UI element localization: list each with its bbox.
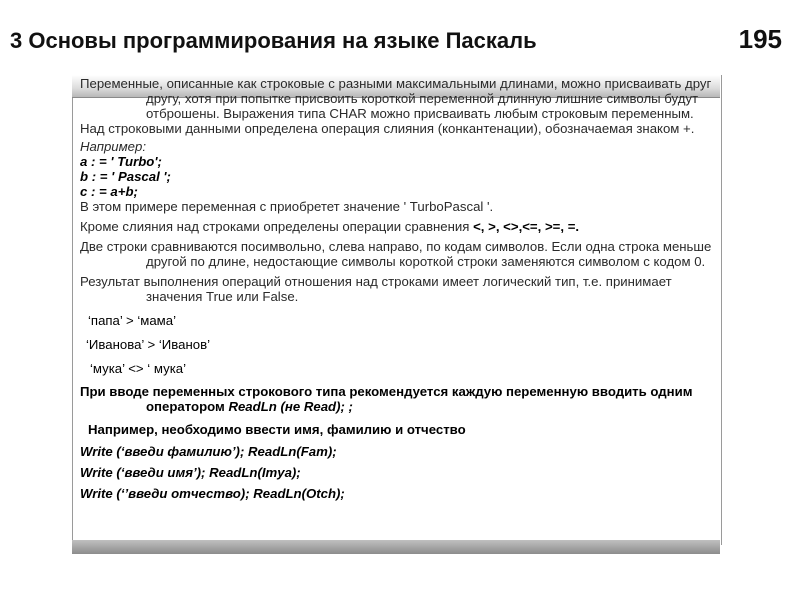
panel-bottom-bar [72,540,720,554]
compare-ops-text: Кроме слияния над строками определены операции сравнения [80,219,474,234]
paragraph-string-assign: Переменные, описанные как строковые с разными максимальными длинами, можно присваивать друг другу, хотя при попытке присвоить короткой переменной длинную лишние символы будут отброшены. Выражения типа CHAR можно присваивать любым строковым переменным. [80,76,712,121]
paragraph-compare-rules: Две строки сравниваются посимвольно, слева направо, по кодам символов. Если одна строка меньше другой по длине, недостающие символы короткой строки заменяются символом с кодом 0. [80,239,712,269]
code-line-b: b : = ' Pascal '; [80,169,171,184]
paragraph-input-example: Например, необходимо ввести имя, фамилию и отчество [88,422,466,437]
compare-example-2: ‘Иванова’ > ‘Иванов’ [86,337,211,352]
code-line-c: c : = a+b; [80,184,138,199]
paragraph-compare-ops [80,219,716,234]
paragraph-input-advice [80,384,716,414]
code-line-a: a : = ' Turbo'; [80,154,162,169]
paragraph-concat: Над строковыми данными определена операция слияния (конкантенации), обозначаемая знаком +. [80,121,695,136]
compare-ops-list: <, >, <>,<=, >=, =. [473,219,580,234]
slide-title: 3 Основы программирования на языке Паскаль [10,28,537,53]
input-advice-readln: ReadLn (не Read); ; [228,399,353,414]
slide-content [80,76,716,501]
compare-example-3: ‘мука’ <> ‘ мука’ [90,361,187,376]
write-line-imya: Write (‘введи имя’); ReadLn(Imya); [80,465,301,480]
paragraph-result: В этом примере переменная с приобретет значение ' TurboPascal '. [80,199,494,214]
paragraph-logical-type: Результат выполнения операций отношения над строками имеет логический тип, т.е. принимает значения True или False. [80,274,672,304]
write-line-fam: Write (‘введи фамилию’); ReadLn(Fam); [80,444,337,459]
page-number: 195 [738,24,782,54]
input-advice-text: При вводе переменных строкового типа рекомендуется каждую переменную вводить одним оператором [80,384,693,414]
compare-example-1: ‘папа’ > ‘мама’ [88,313,177,328]
write-line-otch: Write (‘’введи отчество); ReadLn(Otch); [80,486,345,501]
example-label: Например: [80,139,147,154]
